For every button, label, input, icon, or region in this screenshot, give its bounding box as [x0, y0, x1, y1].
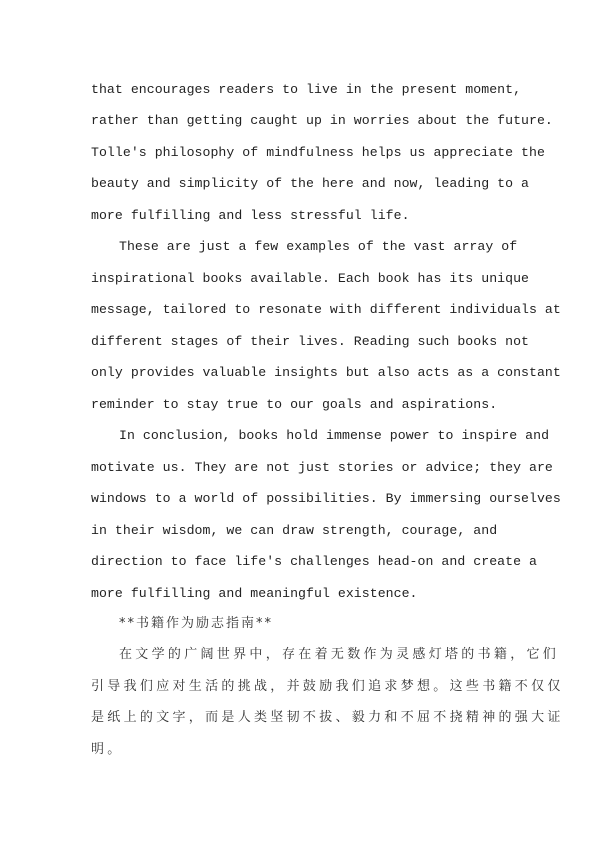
- section-heading: **书籍作为励志指南**: [119, 616, 274, 631]
- text-line: that encourages readers to live in the present moment,: [91, 82, 522, 97]
- text-line: Tolle's philosophy of mindfulness helps us appreciate the: [91, 145, 545, 160]
- text-line: 是纸上的文字，而是人类坚韧不拔、毅力和不屈不挠精神的强大证: [91, 710, 564, 725]
- text-line: windows to a world of possibilities. By immersing ourselves: [91, 491, 561, 506]
- text-line: These are just a few examples of the vast array of: [119, 239, 518, 254]
- text-line: 明。: [91, 742, 124, 757]
- text-line: different stages of their lives. Reading such books not: [91, 334, 530, 349]
- text-line: reminder to stay true to our goals and aspirations.: [91, 397, 498, 412]
- text-line: motivate us. They are not just stories or advice; they are: [91, 460, 553, 475]
- text-line: in their wisdom, we can draw strength, courage, and: [91, 523, 498, 538]
- text-line: more fulfilling and less stressful life.: [91, 208, 410, 223]
- text-line: beauty and simplicity of the here and now, leading to a: [91, 176, 530, 191]
- text-line: inspirational books available. Each book has its unique: [91, 271, 530, 286]
- text-line: 在文学的广阔世界中，存在着无数作为灵感灯塔的书籍，它们: [119, 647, 560, 662]
- text-line: only provides valuable insights but also acts as a constant: [91, 365, 561, 380]
- text-line: message, tailored to resonate with different individuals at: [91, 302, 561, 317]
- text-line: rather than getting caught up in worries about the future.: [91, 113, 553, 128]
- text-line: more fulfilling and meaningful existence.: [91, 586, 418, 601]
- text-line: 引导我们应对生活的挑战，并鼓励我们追求梦想。这些书籍不仅仅: [91, 679, 564, 694]
- text-line: direction to face life's challenges head-on and create a: [91, 554, 537, 569]
- text-line: In conclusion, books hold immense power to inspire and: [119, 428, 550, 443]
